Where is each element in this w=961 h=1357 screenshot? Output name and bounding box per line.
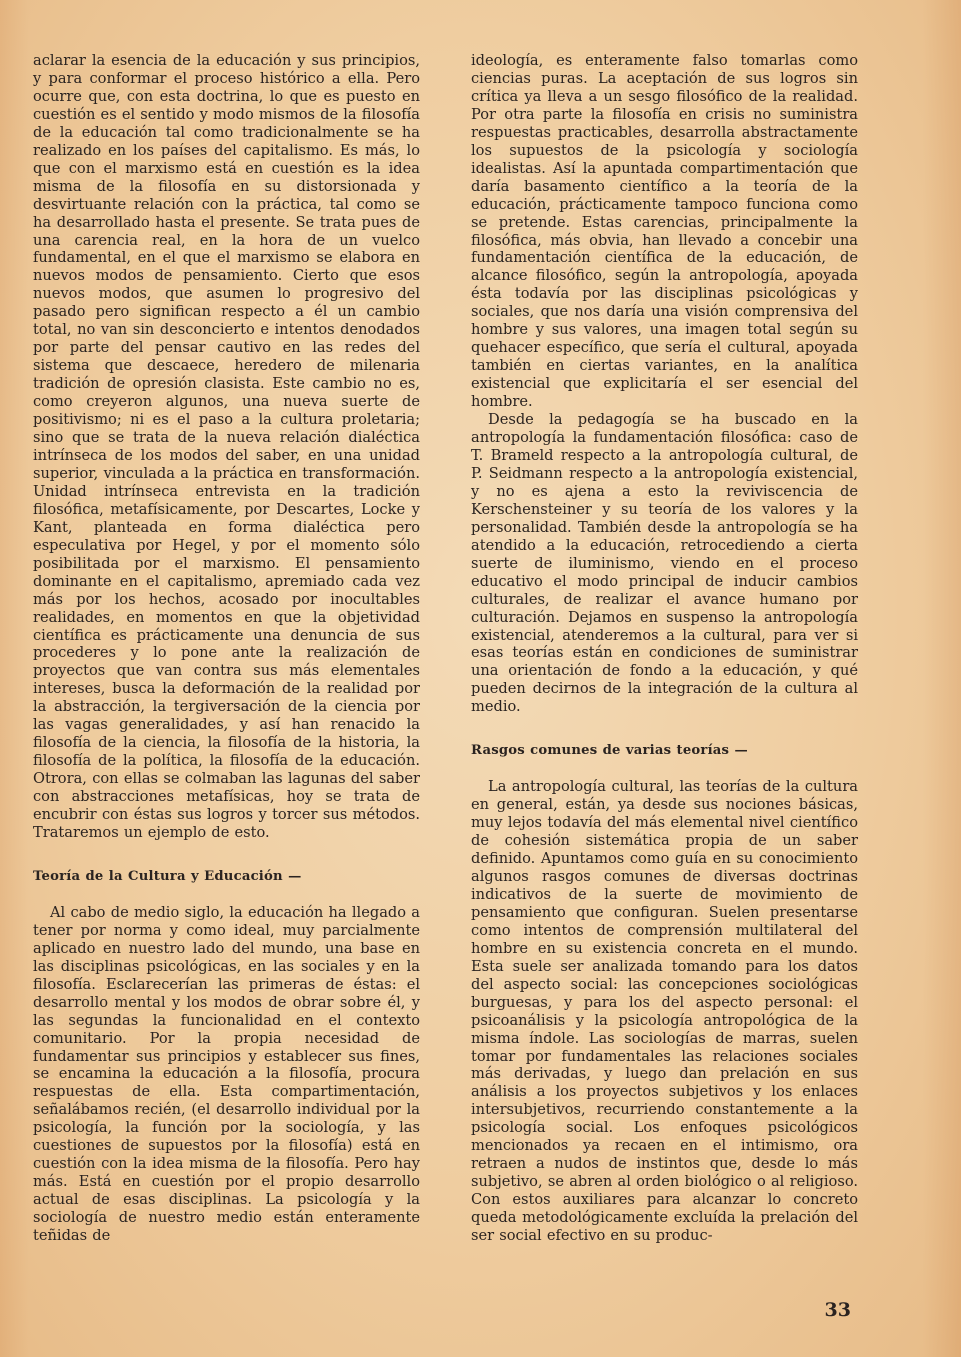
section-heading-theory-of-culture: Teoría de la Cultura y Educación — [33, 868, 302, 884]
section-heading-common-traits: Rasgos comunes de varias teorías — [471, 743, 748, 759]
right-paragraph-3: La antropología cultural, las teorías de la cultura en general, están, ya desde sus nociones básicas, muy lejos todavía del más elemental nivel científico de cohesión sistemática propia de un saber definido. Apuntamos como guía en su conocimiento algunos rasgos comunes de diversas doctrinas indicativos de la suerte de movimiento de pensamiento que configuran. Suelen presentarse como intentos de comprensión multilateral del hombre en su existencia concreta en el mundo. Esta suele ser analizada tomando para los datos del aspecto social: las concepciones sociológicas burguesas, y para los del aspecto personal: el psicoanálisis y la psicología antropológica de la misma índole. Las sociologías de marras, suelen tomar por fundamentales las relaciones sociales más derivadas, y luego dan prelación en sus análisis a los proyectos subjetivos y los enlaces intersubjetivos, recurriendo constantemente a la psicología social. Los enfoques psicológicos mencionados ya recaen en el intimismo, ora retraen a nudos de instintos que, desde lo más subjetivo, se abren al orden biológico o al religioso. Con estos auxiliares para alcanzar lo concreto queda metodológicamente excluída la prelación del ser social efectivo en su produc- [471, 778, 858, 1245]
spacer [471, 716, 858, 742]
spacer [471, 760, 858, 778]
spacer [33, 886, 420, 904]
right-column [471, 52, 858, 1245]
right-paragraph-2: Desde la pedagogía se ha buscado en la antropología la fundamentación filosófica: caso de T. Brameld respecto a la antropología cultural, de P. Seidmann respecto a la antropología existencial, y no es ajena a esto la reviviscencia de Kerschensteiner y su teoría de los valores y la personalidad. También desde la antropología se ha atendido a la educación, retrocediendo a cierta suerte de iluminismo, viendo en el proceso educativo el modo principal de inducir cambios culturales, de realizar el avance humano por culturación. Dejamos en suspenso la antropología existencial, atenderemos a la cultural, para ver si esas teorías están en condiciones de suministrar una orientación de fondo a la educación, y qué pueden decirnos de la integración de la cultura al medio. [471, 411, 858, 716]
left-column [33, 52, 420, 1245]
right-paragraph-1: ideología, es enteramente falso tomarlas como ciencias puras. La aceptación de sus logros sin crítica ya lleva a un sesgo filosófico de la realidad. Por otra parte la filosofía en crisis no suministra respuestas practicables, desarrolla abstractamente los supuestos de la psicología y sociología idealistas. Así la apuntada compartimentación que daría basamento científico a la teoría de la educación, prácticamente tampoco funciona como se pretende. Estas carencias, principalmente la filosófica, más obvia, han llevado a concebir una fundamentación científica de la educación, de alcance filosófico, según la antropología, apoyada ésta todavía por las disciplinas psicológicas y sociales, que nos daría una visión comprensiva del hombre y sus valores, una imagen total según su quehacer específico, que sería el cultural, apoyada también en ciertas variantes, en la analítica existencial que explicitaría el ser esencial del hombre. [471, 52, 858, 411]
spacer [33, 842, 420, 868]
page-number: 33 [824, 1299, 851, 1321]
left-paragraph-1: aclarar la esencia de la educación y sus principios, y para conformar el proceso histórico a ella. Pero ocurre que, con esta doctrina, lo que es puesto en cuestión es el sentido y modo mismos de la filosofía de la educación tal como tradicionalmente se ha realizado en los países del capitalismo. Es más, lo que con el marxismo está en cuestión es la idea misma de la filosofía en su distorsionada y desvirtuante relación con la práctica, tal como se ha desarrollado hasta el presente. Se trata pues de una carencia real, en la hora de un vuelco fundamental, en el que el marxismo se elabora en nuevos modos de pensamiento. Cierto que esos nuevos modos, que asumen lo progresivo del pasado pero significan respecto a él un cambio total, no van sin desconcierto e intentos denodados por parte del pensar cautivo en las redes del sistema que descaece, heredero de milenaria tradición de opresión clasista. Este cambio no es, como creyeron algunos, una nueva suerte de positivismo; ni es el paso a la cultura proletaria; sino que se trata de la nueva relación dialéctica intrínseca de los modos del saber, en una unidad superior, vinculada a la práctica en transformación. Unidad intrínseca entrevista en la tradición filosófica, metafísicamente, por Descartes, Locke y Kant, planteada en forma dialéctica pero especulativa por Hegel, y por el momento sólo posibilitada por el marxismo. El pensamiento dominante en el capitalismo, apremiado cada vez más por los hechos, acosado por inocultables realidades, en momentos en que la objetividad científica es prácticamente una denuncia de sus procederes y lo pone ante la realización de proyectos que van contra sus más elementales intereses, busca la deformación de la realidad por la abstracción, la tergiversación de la ciencia por las vagas generalidades, y así han renacido la filosofía de la ciencia, la filosofía de la historia, la filosofía de la política, la filosofía de la educación. Otrora, con ellas se colmaban las lagunas del saber con abstracciones metafísicas, hoy se trata de encubrir con éstas sus logros y torcer sus métodos. Trataremos un ejemplo de esto. [33, 52, 420, 841]
left-paragraph-2: Al cabo de medio siglo, la educación ha llegado a tener por norma y como ideal, muy parcialmente aplicado en nuestro lado del mundo, una base en las disciplinas psicológicas, en las sociales y en la filosofía. Esclarecerían las primeras de éstas: el desarrollo mental y los modos de obrar sobre él, y las segundas la funcionalidad en el contexto comunitario. Por la propia necesidad de fundamentar sus principios y establecer sus fines, se encamina la educación a la filosofía, procura respuestas de ella. Esta compartimentación, señalábamos recién, (el desarrollo individual por la psicología, la función por la sociología, y las cuestiones de supuestos por la filosofía) está en cuestión con la idea misma de la filosofía. Pero hay más. Está en cuestión por el propio desarrollo actual de esas disciplinas. La psicología y la sociología de nuestro medio están enteramente teñidas de [33, 903, 420, 1245]
